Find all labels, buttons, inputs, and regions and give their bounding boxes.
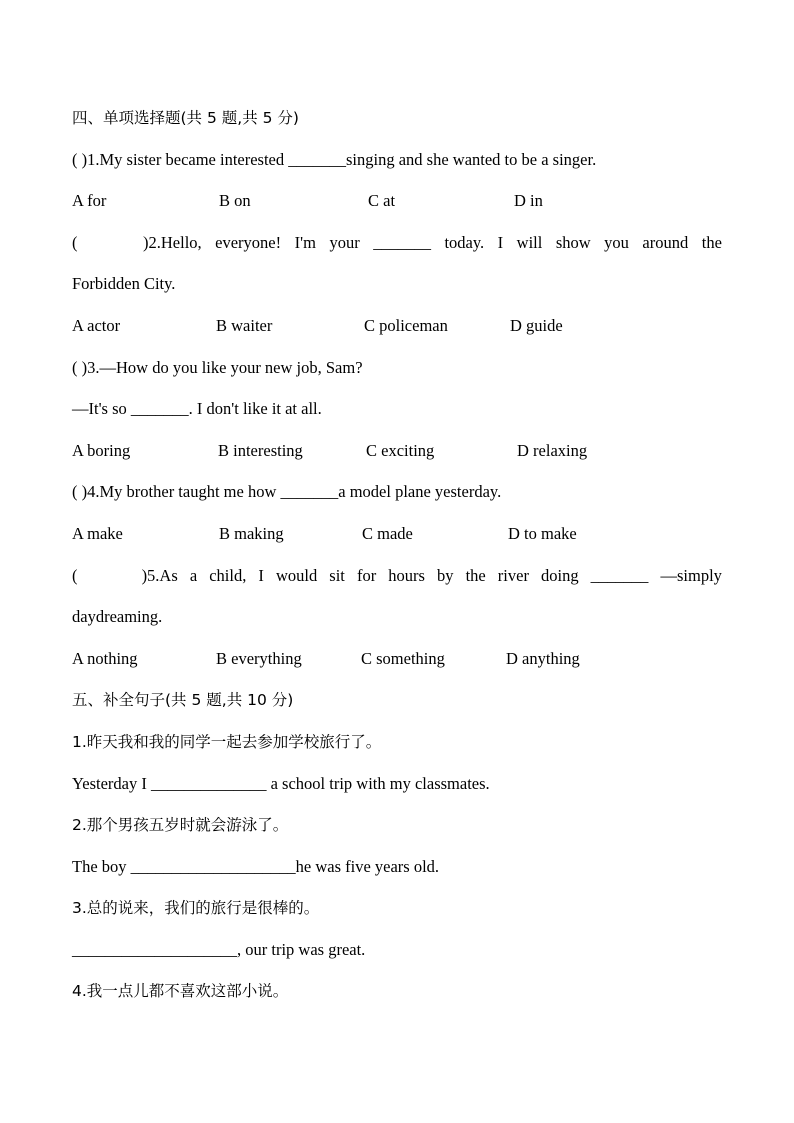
q1-option-a[interactable]: A for (72, 191, 107, 211)
question-5-stem (72, 559, 722, 601)
q5-w1: )5.As (141, 565, 178, 585)
q1-option-b[interactable]: B on (219, 191, 251, 211)
q5-w7: for (356, 565, 377, 585)
question-1-options (72, 184, 722, 226)
question-5-stem-cont: daydreaming. (72, 607, 163, 627)
question-3-reply: —It's so _______. I don't like it at all. (72, 399, 322, 419)
sentence-3-english: ____________________, our trip was great. (72, 939, 366, 959)
q5-w5: would (275, 565, 318, 585)
q2-option-c[interactable]: C policeman (364, 315, 448, 335)
q5-w11: river (497, 565, 529, 585)
q5-w9: by (437, 565, 454, 585)
q2-w12: the (701, 232, 722, 252)
q2-w3: I'm (294, 232, 316, 252)
sentence-1-english: Yesterday I ______________ a school trip with my classmates. (72, 773, 490, 793)
question-2-stem (72, 226, 722, 268)
q2-w11: around (642, 232, 689, 252)
question-4-stem: ( )4.My brother taught me how _______a model plane yesterday. (72, 482, 502, 502)
q5-option-d[interactable]: D anything (506, 648, 580, 668)
q4-option-b[interactable]: B making (219, 523, 284, 543)
sentence-4-chinese: 4.我一点儿都不喜欢这部小说。 (72, 982, 289, 1001)
sentence-2-chinese: 2.那个男孩五岁时就会游泳了。 (72, 816, 289, 835)
worksheet-page (72, 101, 722, 1016)
q5-w0: ( (72, 565, 78, 585)
q5-w2: a (189, 565, 198, 585)
q2-w2: everyone! (215, 232, 282, 252)
q3-option-a[interactable]: A boring (72, 440, 131, 460)
q2-w10: you (604, 232, 629, 252)
q3-option-d[interactable]: D relaxing (517, 440, 588, 460)
q3-option-b[interactable]: B interesting (218, 440, 303, 460)
q5-option-a[interactable]: A nothing (72, 648, 138, 668)
q5-w4: I (258, 565, 264, 585)
question-2-options (72, 309, 722, 351)
question-3-stem: ( )3.—How do you like your new job, Sam? (72, 357, 363, 377)
q2-option-a[interactable]: A actor (72, 315, 121, 335)
q3-option-c[interactable]: C exciting (366, 440, 435, 460)
q2-w9: show (555, 232, 591, 252)
q4-option-c[interactable]: C made (362, 523, 413, 543)
q5-blank: _______ (590, 565, 649, 585)
q2-w4: your (329, 232, 360, 252)
question-3-options (72, 434, 722, 476)
q2-option-b[interactable]: B waiter (216, 315, 273, 335)
q5-option-b[interactable]: B everything (216, 648, 302, 668)
q5-w10: the (465, 565, 486, 585)
q4-option-a[interactable]: A make (72, 523, 123, 543)
q2-w7: I (497, 232, 504, 252)
q2-w6: today. (444, 232, 485, 252)
sentence-3-chinese: 3.总的说来，我们的旅行是很棒的。 (72, 899, 320, 918)
question-4-options (72, 517, 722, 559)
question-5-options (72, 642, 722, 684)
q5-w3: child, (209, 565, 247, 585)
question-1-stem: ( )1.My sister became interested _______singing and she wanted to be a singer. (72, 149, 597, 169)
sentence-1-chinese: 1.昨天我和我的同学一起去参加学校旅行了。 (72, 732, 382, 751)
section4-title: 四、单项选择题(共 5 题,共 5 分) (72, 109, 299, 127)
q2-w1: )2.Hello, (143, 232, 202, 252)
q4-option-d[interactable]: D to make (508, 523, 577, 543)
q2-blank: _______ (373, 232, 431, 252)
q5-w12: doing (541, 565, 579, 585)
sentence-2-english: The boy ____________________he was five years old. (72, 856, 440, 876)
q1-option-d[interactable]: D in (514, 191, 543, 211)
section5-title: 五、补全句子(共 5 题,共 10 分) (72, 691, 294, 710)
q2-w8: will (516, 232, 543, 252)
q5-w8: hours (388, 565, 425, 585)
question-2-stem-cont: Forbidden City. (72, 274, 176, 294)
q2-option-d[interactable]: D guide (510, 315, 563, 335)
q5-option-c[interactable]: C something (361, 648, 445, 668)
q5-w6: sit (329, 565, 345, 585)
q1-option-c[interactable]: C at (368, 191, 396, 211)
q5-w14: —simply (660, 565, 722, 585)
q2-w0: ( (72, 232, 78, 252)
